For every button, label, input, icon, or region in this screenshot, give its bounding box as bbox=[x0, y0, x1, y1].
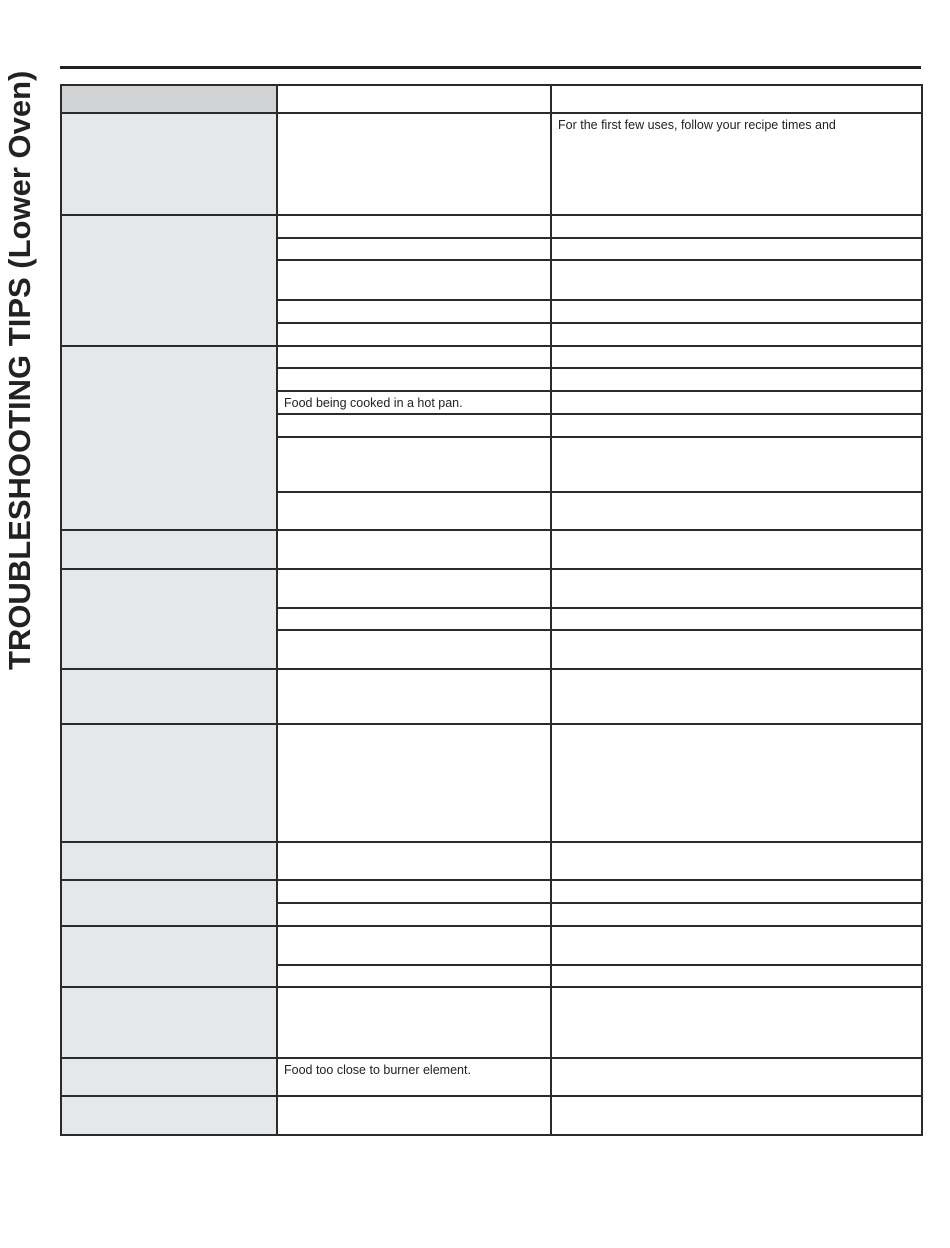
fix-cell bbox=[551, 238, 922, 260]
fix-cell bbox=[551, 530, 922, 569]
problem-cell bbox=[61, 530, 277, 569]
cause-cell bbox=[277, 346, 551, 368]
problem-cell bbox=[61, 1058, 277, 1096]
fix-cell bbox=[551, 842, 922, 880]
fix-cell bbox=[551, 1096, 922, 1135]
table-row bbox=[61, 569, 922, 608]
table-row bbox=[61, 926, 922, 965]
cause-cell bbox=[277, 669, 551, 724]
cause-cell bbox=[277, 903, 551, 926]
fix-cell: For the first few uses, follow your recipe times and bbox=[551, 113, 922, 215]
fix-cell bbox=[551, 987, 922, 1058]
fix-cell bbox=[551, 368, 922, 391]
table-row bbox=[61, 842, 922, 880]
fix-cell bbox=[551, 437, 922, 492]
cause-cell bbox=[277, 215, 551, 238]
problem-cell bbox=[61, 1096, 277, 1135]
fix-cell bbox=[551, 569, 922, 608]
problem-cell bbox=[61, 215, 277, 346]
header-problem bbox=[61, 85, 277, 113]
header-fix bbox=[551, 85, 922, 113]
table-row bbox=[61, 724, 922, 842]
table-row bbox=[61, 530, 922, 569]
problem-cell bbox=[61, 842, 277, 880]
problem-cell bbox=[61, 926, 277, 987]
fix-cell bbox=[551, 391, 922, 414]
fix-cell bbox=[551, 414, 922, 437]
cause-cell bbox=[277, 368, 551, 391]
cause-cell bbox=[277, 113, 551, 215]
fix-cell bbox=[551, 300, 922, 323]
fix-cell bbox=[551, 965, 922, 987]
cause-cell bbox=[277, 965, 551, 987]
fix-cell bbox=[551, 260, 922, 300]
cause-cell bbox=[277, 323, 551, 346]
cause-cell: Food being cooked in a hot pan. bbox=[277, 391, 551, 414]
cause-cell bbox=[277, 842, 551, 880]
cause-cell bbox=[277, 492, 551, 530]
page-side-title: TROUBLESHOOTING TIPS (Lower Oven) bbox=[2, 70, 37, 670]
problem-cell bbox=[61, 724, 277, 842]
table-row bbox=[61, 1058, 922, 1096]
table-row bbox=[61, 880, 922, 903]
table-row bbox=[61, 113, 922, 215]
fix-cell bbox=[551, 669, 922, 724]
cause-cell bbox=[277, 880, 551, 903]
fix-cell bbox=[551, 630, 922, 669]
cause-cell: Food too close to burner element. bbox=[277, 1058, 551, 1096]
cause-cell bbox=[277, 260, 551, 300]
fix-cell bbox=[551, 880, 922, 903]
cause-cell bbox=[277, 530, 551, 569]
fix-cell bbox=[551, 608, 922, 630]
cause-cell bbox=[277, 987, 551, 1058]
fix-cell bbox=[551, 1058, 922, 1096]
fix-cell bbox=[551, 724, 922, 842]
cause-cell bbox=[277, 414, 551, 437]
table-row bbox=[61, 346, 922, 368]
cause-cell bbox=[277, 1096, 551, 1135]
problem-cell bbox=[61, 569, 277, 669]
fix-cell bbox=[551, 926, 922, 965]
cause-cell bbox=[277, 238, 551, 260]
problem-cell bbox=[61, 346, 277, 530]
cause-cell bbox=[277, 608, 551, 630]
problem-cell bbox=[61, 987, 277, 1058]
cause-cell bbox=[277, 926, 551, 965]
table-row bbox=[61, 987, 922, 1058]
cause-cell bbox=[277, 569, 551, 608]
header-cause bbox=[277, 85, 551, 113]
troubleshooting-table bbox=[60, 84, 923, 1136]
problem-cell bbox=[61, 880, 277, 926]
table-row bbox=[61, 669, 922, 724]
fix-cell bbox=[551, 346, 922, 368]
cause-cell bbox=[277, 300, 551, 323]
problem-cell bbox=[61, 113, 277, 215]
cause-cell bbox=[277, 437, 551, 492]
table-row bbox=[61, 1096, 922, 1135]
fix-cell bbox=[551, 903, 922, 926]
fix-cell bbox=[551, 323, 922, 346]
fix-cell bbox=[551, 215, 922, 238]
table-row bbox=[61, 215, 922, 238]
header-rule bbox=[60, 66, 921, 69]
cause-cell bbox=[277, 724, 551, 842]
problem-cell bbox=[61, 669, 277, 724]
fix-cell bbox=[551, 492, 922, 530]
cause-cell bbox=[277, 630, 551, 669]
table-header-row bbox=[61, 85, 922, 113]
